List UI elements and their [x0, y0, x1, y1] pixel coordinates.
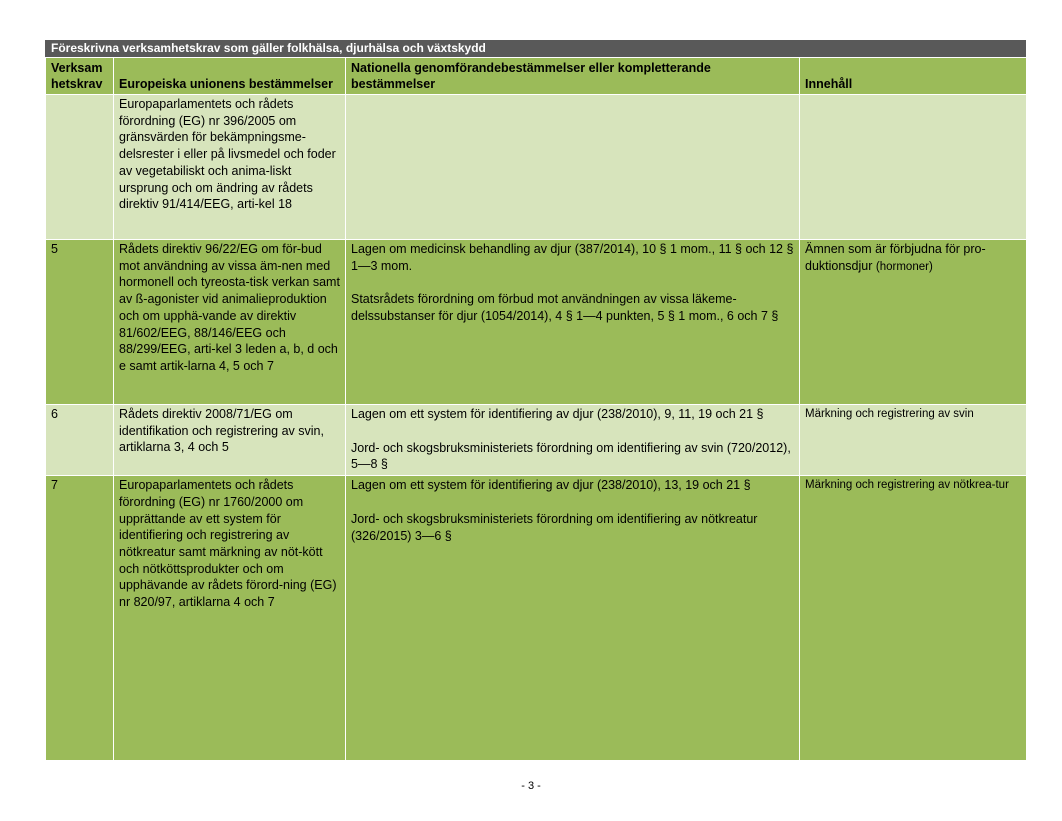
content: Ämnen som är förbjudna för pro-duktionsdjur (hormoner) [800, 240, 1027, 405]
requirement-number: 5 [46, 240, 114, 405]
national-provision: Lagen om ett system för identifiering av djur (238/2010), 9, 11, 19 och 21 § Jord- och skogsbruksministeriets förordning om identifiering av svin (720/2012), 5—8 § [346, 405, 800, 476]
table-row [46, 240, 1027, 405]
page-number: - 3 - [521, 780, 541, 792]
content: Märkning och registrering av svin [800, 405, 1027, 476]
header-content: Innehåll [800, 58, 1027, 95]
header-eu-provisions: Europeiska unionens bestämmelser [114, 58, 346, 95]
header-national-provisions: Nationella genomförandebestämmelser eller kompletterande bestämmelser [346, 58, 800, 95]
header-requirement-number: Verksam hetskrav [46, 58, 114, 95]
table-header-row [46, 58, 1027, 95]
eu-provision: Europaparlamentets och rådets förordning (EG) nr 1760/2000 om upprättande av ett system för identifiering och registrering av nötkreatur samt märkning av nöt-kött och nötköttsprodukter och om upphävande av rådets förord-ning (EG) nr 820/97, artiklarna 4 och 7 [114, 476, 346, 761]
table-row [46, 476, 1027, 761]
requirements-table [45, 57, 1027, 761]
national-provision: Lagen om ett system för identifiering av djur (238/2010), 13, 19 och 21 § Jord- och skogsbruksministeriets förordning om identifiering av nötkreatur (326/2015) 3—6 § [346, 476, 800, 761]
content: Märkning och registrering av nötkrea-tur [800, 476, 1027, 761]
section-title: Föreskrivna verksamhetskrav som gäller folkhälsa, djurhälsa och växtskydd [45, 40, 1026, 57]
eu-provision: Europaparlamentets och rådets förordning (EG) nr 396/2005 om gränsvärden för bekämpningsme-delsrester i eller på livsmedel och foder av vegetabiliskt och anima-liskt ursprung och om ändring av rådets direktiv 91/414/EEG, arti-kel 18 [114, 95, 346, 240]
eu-provision: Rådets direktiv 2008/71/EG om identifikation och registrering av svin, artiklarna 3, 4 och 5 [114, 405, 346, 476]
eu-provision: Rådets direktiv 96/22/EG om för-bud mot användning av vissa äm-nen med hormonell och tyreosta-tisk verkan samt av ß-agonister vid animalieproduktion och om upphä-vande av direktiv 81/602/EEG, 88/146/EEG och 88/299/EEG, arti-kel 3 leden a, b, d och e samt artik-larna 4, 5 och 7 [114, 240, 346, 405]
requirements-document [45, 40, 1026, 761]
requirement-number: 6 [46, 405, 114, 476]
requirement-number [46, 95, 114, 240]
national-provision: Lagen om medicinsk behandling av djur (387/2014), 10 § 1 mom., 11 § och 12 § 1—3 mom. Statsrådets förordning om förbud mot användningen av vissa läkeme-delssubstanser för djur (1054/2014), 4 § 1—4 punkten, 5 § 1 mom., 6 och 7 § [346, 240, 800, 405]
requirement-number: 7 [46, 476, 114, 761]
content [800, 95, 1027, 240]
table-row [46, 405, 1027, 476]
table-row [46, 95, 1027, 240]
national-provision [346, 95, 800, 240]
